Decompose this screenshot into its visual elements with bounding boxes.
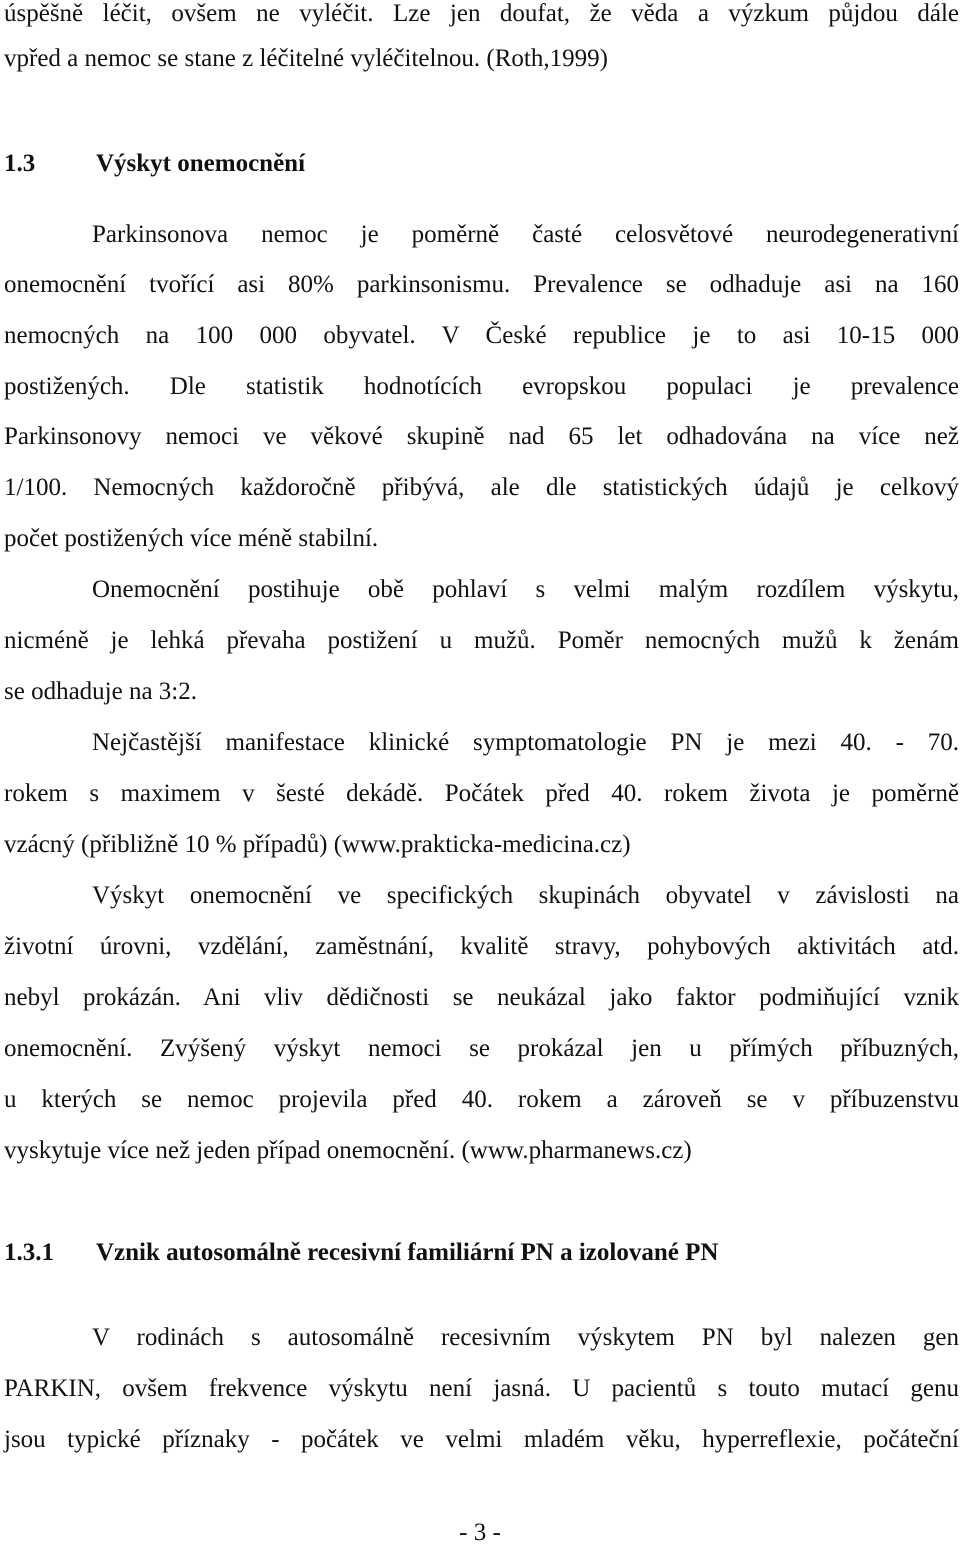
body-text-line: nebyl prokázán. Ani vliv dědičnosti se neukázal jako faktor podmiňující vznik xyxy=(4,984,959,1011)
page-number: - 3 - xyxy=(459,1519,501,1546)
body-text-line: V rodinách s autosomálně recesivním výskytem PN byl nalezen gen xyxy=(92,1324,959,1351)
body-text-line: onemocnění. Zvýšený výskyt nemoci se prokázal jen u přímých příbuzných, xyxy=(4,1035,959,1062)
subsection-title: Vznik autosomálně recesivní familiární PN a izolované PN xyxy=(96,1239,719,1266)
body-text-line: u kterých se nemoc projevila před 40. rokem a zároveň se v příbuzenstvu xyxy=(4,1086,959,1113)
body-text-line: rokem s maximem v šesté dekádě. Počátek před 40. rokem života je poměrně xyxy=(4,780,959,807)
section-number: 1.3 xyxy=(4,150,36,177)
body-text-line: Parkinsonovy nemoci ve věkové skupině nad 65 let odhadována na více než xyxy=(4,423,959,450)
body-text-line: Onemocnění postihuje obě pohlaví s velmi malým rozdílem výskytu, xyxy=(92,576,959,603)
subsection-number: 1.3.1 xyxy=(4,1239,54,1266)
section-heading xyxy=(4,149,305,179)
body-text-line: nemocných na 100 000 obyvatel. V České republice je to asi 10-15 000 xyxy=(4,322,959,349)
body-text-line: vyskytuje více než jeden případ onemocnění. (www.pharmanews.cz) xyxy=(4,1137,692,1164)
body-text-line: nicméně je lehká převaha postižení u mužů. Poměr nemocných mužů k ženám xyxy=(4,627,959,654)
section-title: Výskyt onemocnění xyxy=(96,150,306,177)
body-text-line: Výskyt onemocnění ve specifických skupinách obyvatel v závislosti na xyxy=(92,882,959,909)
body-text-line: jsou typické příznaky - počátek ve velmi mladém věku, hyperreflexie, počáteční xyxy=(4,1426,959,1453)
subsection-heading xyxy=(4,1238,718,1268)
body-text-line: počet postižených více méně stabilní. xyxy=(4,525,379,552)
body-text-line: onemocnění tvořící asi 80% parkinsonismu. Prevalence se odhaduje asi na 160 xyxy=(4,271,959,298)
body-text-line: postižených. Dle statistik hodnotících evropskou populaci je prevalence xyxy=(4,373,959,400)
body-text-line: životní úrovni, vzdělání, zaměstnání, kvalitě stravy, pohybových aktivitách atd. xyxy=(4,933,959,960)
body-text-line: Nejčastější manifestace klinické symptomatologie PN je mezi 40. - 70. xyxy=(92,729,959,756)
body-text-line: 1/100. Nemocných každoročně přibývá, ale dle statistických údajů je celkový xyxy=(4,474,959,501)
body-text-line: vpřed a nemoc se stane z léčitelné vyléčitelnou. (Roth,1999) xyxy=(4,45,608,72)
body-text-line: úspěšně léčit, ovšem ne vyléčit. Lze jen doufat, že věda a výzkum půjdou dále xyxy=(4,0,959,27)
body-text-line: vzácný (přibližně 10 % případů) (www.prakticka-medicina.cz) xyxy=(4,831,631,858)
body-text-line: Parkinsonova nemoc je poměrně časté celosvětové neurodegenerativní xyxy=(92,221,959,248)
body-text-line: PARKIN, ovšem frekvence výskytu není jasná. U pacientů s touto mutací genu xyxy=(4,1375,959,1402)
body-text-line: se odhaduje na 3:2. xyxy=(4,678,198,705)
